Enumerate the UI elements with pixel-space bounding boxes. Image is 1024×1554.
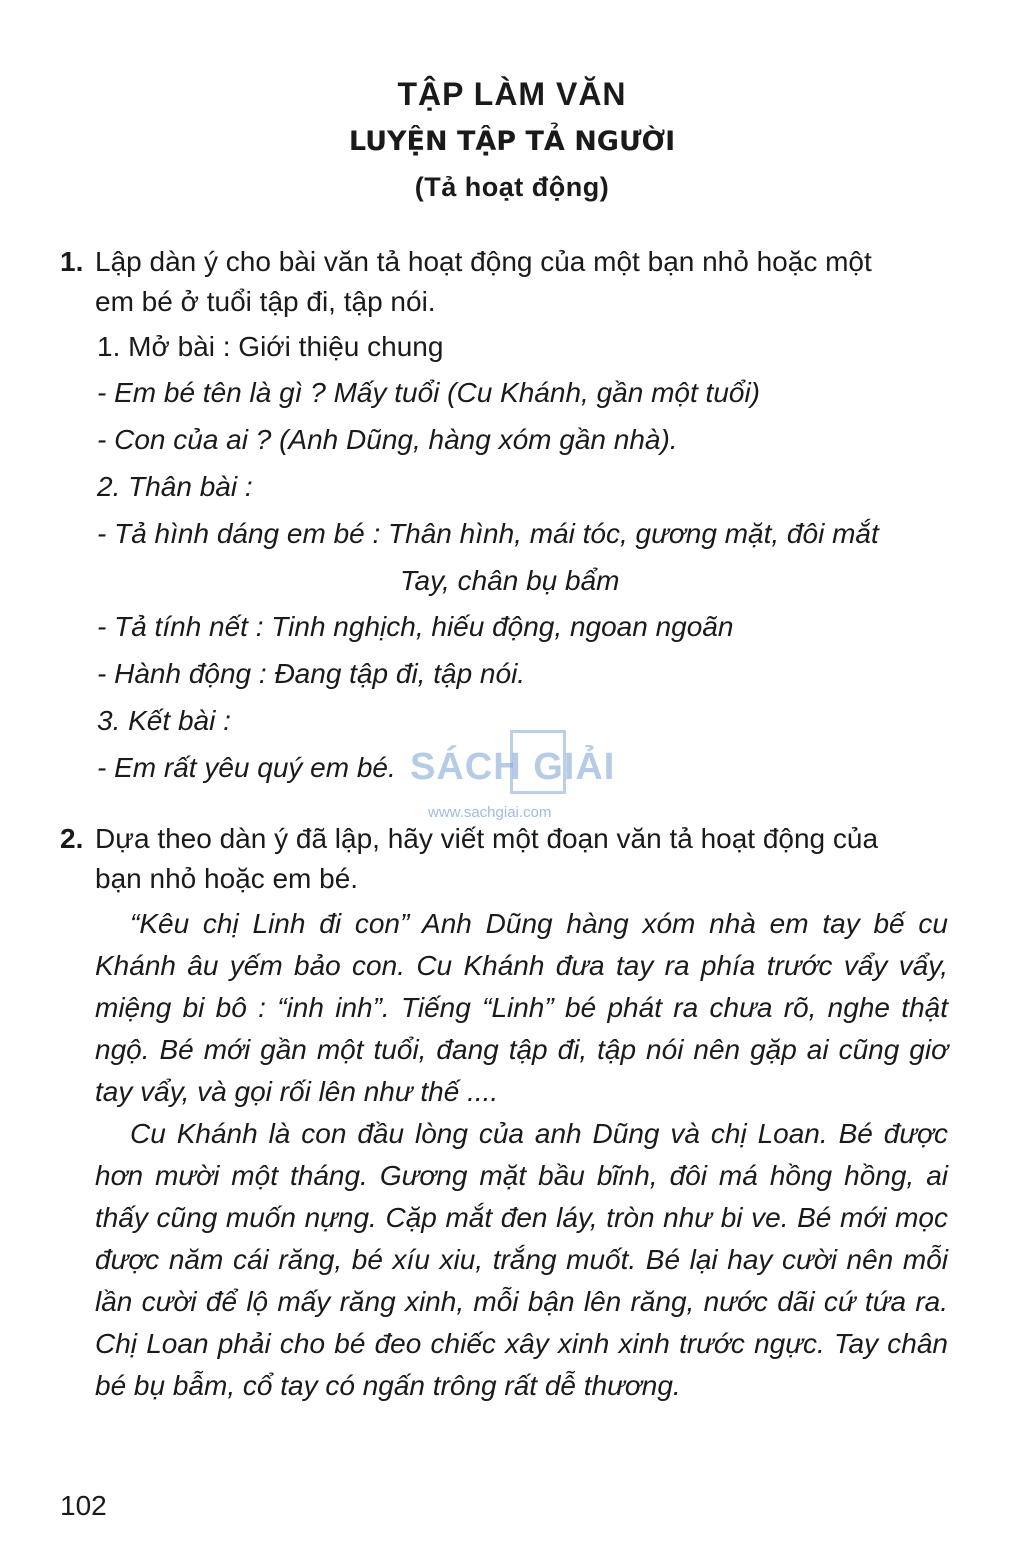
outline-item: 2. Thân bài : bbox=[97, 471, 253, 502]
exercise-1-prompt-line-2: em bé ở tuổi tập đi, tập nói. bbox=[95, 286, 436, 317]
outline-item: - Tả hình dáng em bé : Thân hình, mái tóc, gương mặt, đôi mắt bbox=[97, 518, 879, 549]
outline-item: - Con của ai ? (Anh Dũng, hàng xóm gần nhà). bbox=[97, 424, 678, 455]
page-title: TẬP LÀM VĂN bbox=[397, 76, 627, 112]
exercise-1-prompt-line-1: Lập dàn ý cho bài văn tả hoạt động của một bạn nhỏ hoặc một bbox=[95, 246, 872, 277]
watermark bbox=[410, 728, 620, 828]
outline-item: 3. Kết bài : bbox=[97, 705, 231, 736]
outline-item: 1. Mở bài : Giới thiệu chung bbox=[97, 331, 444, 362]
outline-item: - Em bé tên là gì ? Mấy tuổi (Cu Khánh, gần một tuổi) bbox=[97, 377, 761, 408]
outline-item: Tay, chân bụ bẩm bbox=[400, 565, 620, 596]
essay-paragraph-2: Cu Khánh là con đầu lòng của anh Dũng và chị Loan. Bé được hơn mười một tháng. Gương mặt bầu bĩnh, đôi má hồng hồng, ai thấy cũng muốn nựng. Cặp mắt đen láy, tròn như bi ve. Bé mới mọc được năm cái răng, bé xíu xiu, trắng muốt. Bé lại hay cười nên mỗi lần cười để lộ mấy răng xinh, mỗi bận lên răng, nước dãi cứ tứa ra. Chị Loan phải cho bé đeo chiếc xây xinh xinh trước ngực. Tay chân bé bụ bẫm, cổ tay có ngấn trông rất dễ thương. bbox=[95, 1118, 948, 1401]
exercise-2-prompt-line-2: bạn nhỏ hoặc em bé. bbox=[95, 863, 359, 894]
page-subtitle: LUYỆN TẬP TẢ NGƯỜI bbox=[348, 126, 676, 157]
exercise-1-number: 1. bbox=[60, 246, 84, 277]
page-number: 102 bbox=[60, 1490, 107, 1521]
outline-item: - Em rất yêu quý em bé. bbox=[97, 752, 396, 783]
watermark-url: www.sachgiai.com bbox=[428, 804, 552, 821]
exercise-2-prompt-line-1: Dựa theo dàn ý đã lập, hãy viết một đoạn văn tả hoạt động của bbox=[95, 823, 879, 854]
outline-item: - Hành động : Đang tập đi, tập nói. bbox=[97, 658, 526, 689]
essay-paragraph-1: “Kêu chị Linh đi con” Anh Dũng hàng xóm nhà em tay bế cu Khánh âu yếm bảo con. Cu Khánh đưa tay ra phía trước vẩy vẩy, miệng bi bô : “inh inh”. Tiếng “Linh” bé phát ra chưa rõ, nghe thật ngộ. Bé mới gần một tuổi, đang tập đi, tập nói nên gặp ai cũng giơ tay vẩy, và gọi rối lên như thế .... bbox=[95, 908, 948, 1107]
watermark-brand: SÁCH GIẢI bbox=[410, 746, 616, 788]
exercise-2-number: 2. bbox=[60, 823, 84, 854]
page-subtitle-note: (Tả hoạt động) bbox=[414, 172, 610, 202]
outline-item: - Tả tính nết : Tinh nghịch, hiếu động, ngoan ngoãn bbox=[97, 611, 734, 642]
